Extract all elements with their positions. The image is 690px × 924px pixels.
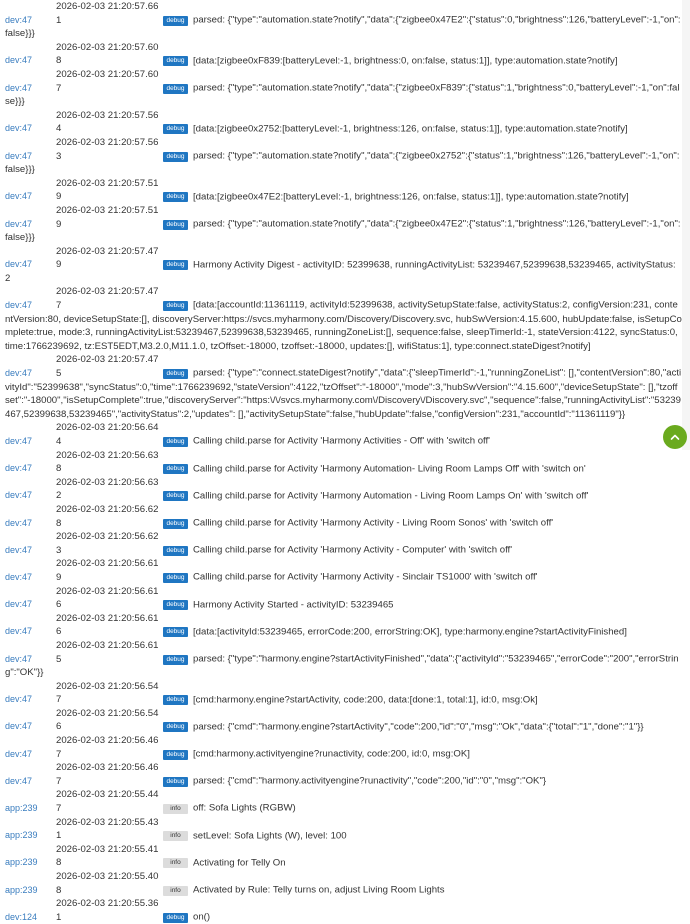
- scrollbar-track[interactable]: [682, 0, 690, 450]
- log-timestamp: 2026-02-03 21:20:56.623: [56, 531, 159, 556]
- log-message: parsed: {"cmd":"harmony.activityengine?runactivity","code":200,"id":"0","msg":"OK"}: [193, 775, 547, 787]
- log-message: [data:[zigbee0xF839:[batteryLevel:-1, brightness:0, on:false, status:1]], type:automation.state?notify]: [193, 55, 618, 67]
- log-row: [0, 707, 682, 734]
- log-level-badge: debug: [163, 192, 188, 202]
- log-level-badge: debug: [163, 464, 188, 474]
- log-timestamp: 2026-02-03 21:20:57.519: [56, 177, 159, 203]
- log-timestamp: 2026-02-03 21:20:57.608: [56, 41, 159, 67]
- log-level-badge: info: [163, 804, 188, 814]
- log-level-badge: debug: [163, 695, 188, 705]
- log-message: Activating for Telly On: [193, 857, 286, 869]
- log-row: [0, 503, 682, 530]
- log-timestamp: 2026-02-03 21:20:57.607: [56, 68, 159, 94]
- log-level-badge: debug: [163, 56, 188, 66]
- log-message: parsed: {"type":"automation.state?notify","data":{"zigbee0x47E2":{"status":0,"brightness":126,"batteryLevel":-1,"on":false}}}: [5, 14, 681, 40]
- log-level-badge: debug: [163, 220, 188, 230]
- log-message: on(): [193, 911, 211, 923]
- log-row: [0, 557, 682, 584]
- log-message: Calling child.parse for Activity 'Harmony Activity - Living Room Sonos' with 'switch off': [193, 517, 554, 529]
- log-level-badge: debug: [163, 16, 188, 26]
- log-timestamp: 2026-02-03 21:20:56.467: [56, 735, 159, 760]
- log-timestamp: 2026-02-03 21:20:56.546: [56, 707, 159, 733]
- log-source-link[interactable]: dev:47: [5, 123, 33, 134]
- log-timestamp: 2026-02-03 21:20:56.616: [56, 612, 159, 638]
- log-timestamp: 2026-02-03 21:20:57.475: [56, 354, 159, 380]
- chevron-up-icon: [669, 431, 681, 443]
- log-message: setLevel: Sofa Lights (W), level: 100: [193, 830, 347, 842]
- log-message: [cmd:harmony.activityengine?runactivity, code:200, id:0, msg:OK]: [193, 748, 470, 760]
- log-row: [0, 639, 682, 680]
- log-message: parsed: {"type":"automation.state?notify","data":{"zigbee0x2752":{"status":1,"brightness":126,"batteryLevel":-1,"on":false}}}: [5, 150, 680, 176]
- log-level-badge: debug: [163, 519, 188, 529]
- log-source-link[interactable]: dev:47: [5, 653, 33, 664]
- log-level-badge: debug: [163, 777, 188, 787]
- log-timestamp: 2026-02-03 21:20:56.467: [56, 762, 159, 787]
- log-row: [0, 585, 682, 612]
- log-level-badge: info: [163, 831, 188, 841]
- log-message: off: Sofa Lights (RGBW): [193, 803, 296, 815]
- log-source-link[interactable]: dev:47: [5, 150, 33, 161]
- log-source-link[interactable]: dev:47: [5, 14, 33, 25]
- log-message: Activated by Rule: Telly turns on, adjust Living Room Lights: [193, 884, 445, 896]
- log-source-link[interactable]: app:239: [5, 830, 38, 841]
- log-message: parsed: {"type":"connect.stateDigest?notify","data":{"sleepTimerId":-1,"runningZoneList": [],"contentVersion":80,"activityId":"52399638","syncStatus":0,"time":1766239692,"stateVersion":4122,"tzOffset":"-18000","mode":3,"hubSwVersion":"4.15.600","deviceSetupState": [],"tzoffset":"-18000","isSetupComplete":true,"discoveryServer":"https:\/\/svcs.myharmony.com\/Discovery\/Discovery.svc","sequence":false,"runningActivityList":"53239467,52399638,53239465","activityStatus":2,"updates": [],"activitySetupState":false,"hubUpdate":false,"configVersion":231,"accountId":"11361119"}}: [5, 368, 682, 420]
- log-source-link[interactable]: dev:47: [5, 490, 33, 501]
- log-source-link[interactable]: dev:47: [5, 748, 33, 759]
- log-source-link[interactable]: dev:47: [5, 599, 33, 610]
- log-row: [0, 68, 682, 109]
- log-timestamp: 2026-02-03 21:20:57.479: [56, 245, 159, 271]
- log-level-badge: debug: [163, 546, 188, 556]
- log-timestamp: 2026-02-03 21:20:56.628: [56, 503, 159, 529]
- log-timestamp: 2026-02-03 21:20:55.408: [56, 871, 159, 896]
- log-source-link[interactable]: dev:47: [5, 191, 33, 202]
- log-message: Harmony Activity Started - activityID: 53239465: [193, 599, 394, 611]
- log-level-badge: debug: [163, 600, 188, 610]
- log-timestamp: 2026-02-03 21:20:57.563: [56, 136, 159, 162]
- log-level-badge: debug: [163, 750, 188, 760]
- log-message: [data:[zigbee0x47E2:[batteryLevel:-1, brightness:126, on:false, status:1]], type:automation.state?notify]: [193, 191, 629, 203]
- log-source-link[interactable]: app:239: [5, 884, 38, 895]
- log-row: [0, 761, 682, 788]
- log-message: [data:[zigbee0x2752:[batteryLevel:-1, brightness:126, on:false, status:1]], type:automation.state?notify]: [193, 123, 628, 135]
- log-row: [0, 41, 682, 68]
- log-source-link[interactable]: dev:47: [5, 300, 33, 311]
- log-row: [0, 476, 682, 503]
- log-row: [0, 136, 682, 177]
- log-row: [0, 204, 682, 245]
- log-message: Calling child.parse for Activity 'Harmony Activity - Sinclair TS1000' with 'switch off': [193, 571, 538, 583]
- log-message: parsed: {"type":"automation.state?notify","data":{"zigbee0xF839":{"status":1,"brightness":0,"batteryLevel":-1,"on":false}}}: [5, 82, 680, 108]
- log-row: [0, 449, 682, 476]
- log-level-badge: info: [163, 858, 188, 868]
- log-level-badge: debug: [163, 369, 188, 379]
- log-message: parsed: {"cmd":"harmony.engine?startActivity","code":200,"id":"0","msg":"Ok","data":{"total":"1","done":"1"}}: [193, 721, 644, 733]
- log-level-badge: info: [163, 886, 188, 896]
- log-timestamp: 2026-02-03 21:20:56.547: [56, 680, 159, 706]
- log-level-badge: debug: [163, 84, 188, 94]
- log-row: [0, 816, 682, 843]
- log-level-badge: debug: [163, 152, 188, 162]
- log-message: Calling child.parse for Activity 'Harmony Activities - Off' with 'switch off': [193, 436, 491, 447]
- log-timestamp: 2026-02-03 21:20:55.361: [56, 898, 159, 923]
- log-source-link[interactable]: dev:47: [5, 436, 33, 446]
- log-timestamp: 2026-02-03 21:20:56.616: [56, 585, 159, 611]
- log-row: [0, 612, 682, 639]
- log-timestamp: 2026-02-03 21:20:56.632: [56, 476, 159, 502]
- log-message: [data:[activityId:53239465, errorCode:200, errorString:OK], type:harmony.engine?startActivityFinished]: [193, 626, 627, 638]
- log-row: [0, 680, 682, 707]
- log-row: [0, 245, 682, 286]
- log-timestamp: 2026-02-03 21:20:56.615: [56, 639, 159, 665]
- log-source-link[interactable]: dev:47: [5, 571, 33, 582]
- log-level-badge: debug: [163, 124, 188, 134]
- log-source-link[interactable]: dev:47: [5, 721, 33, 732]
- log-timestamp: 2026-02-03 21:20:57.564: [56, 109, 159, 135]
- log-timestamp: 2026-02-03 21:20:55.447: [56, 789, 159, 815]
- log-source-link[interactable]: dev:47: [5, 55, 33, 66]
- log-source-link[interactable]: app:239: [5, 803, 38, 814]
- log-level-badge: debug: [163, 722, 188, 732]
- log-level-badge: debug: [163, 627, 188, 637]
- log-row: [0, 285, 682, 353]
- log-level-badge: debug: [163, 301, 188, 311]
- log-source-link[interactable]: dev:47: [5, 368, 33, 379]
- log-timestamp: 2026-02-03 21:20:56.619: [56, 558, 159, 583]
- log-source-link[interactable]: dev:47: [5, 626, 33, 637]
- log-source-link[interactable]: dev:47: [5, 694, 33, 705]
- log-level-badge: debug: [163, 573, 188, 583]
- log-row: [0, 788, 682, 815]
- log-level-badge: debug: [163, 913, 188, 923]
- log-row: [0, 0, 682, 41]
- log-timestamp: 2026-02-03 21:20:57.519: [56, 204, 159, 230]
- log-row: [0, 734, 682, 761]
- log-timestamp: 2026-02-03 21:20:55.431: [56, 816, 159, 842]
- log-row: [0, 897, 682, 924]
- log-message: parsed: {"type":"automation.state?notify","data":{"zigbee0x47E2":{"status":1,"brightness":126,"batteryLevel":-1,"on":false}}}: [5, 218, 681, 244]
- log-row: [0, 530, 682, 557]
- log-source-link[interactable]: dev:47: [5, 259, 33, 270]
- log-level-badge: debug: [163, 437, 188, 447]
- log-message: [cmd:harmony.engine?startActivity, code:200, data:[done:1, total:1], id:0, msg:Ok]: [193, 694, 538, 706]
- log-timestamp: 2026-02-03 21:20:57.477: [56, 286, 159, 312]
- log-source-link[interactable]: dev:47: [5, 218, 33, 229]
- log-level-badge: debug: [163, 655, 188, 665]
- log-level-badge: debug: [163, 491, 188, 501]
- log-level-badge: debug: [163, 260, 188, 270]
- log-timestamp: 2026-02-03 21:20:55.418: [56, 843, 159, 869]
- log-source-link[interactable]: app:239: [5, 857, 38, 868]
- log-row: [0, 870, 682, 897]
- log-row: [0, 109, 682, 136]
- log-message: Calling child.parse for Activity 'Harmony Activity - Computer' with 'switch off': [193, 544, 513, 556]
- log-timestamp: 2026-02-03 21:20:56.644: [56, 422, 159, 447]
- scroll-to-top-button[interactable]: [663, 425, 687, 449]
- log-timestamp: 2026-02-03 21:20:57.661: [56, 1, 159, 26]
- log-source-link[interactable]: dev:47: [5, 517, 33, 528]
- log-source-link[interactable]: dev:47: [5, 82, 33, 93]
- log-message: [data:[accountId:11361119, activityId:52399638, activitySetupState:false, activityStatus:2, configVersion:231, contentVersion:80, deviceSetupState:[], discoveryServer:https://svcs.myharmony.com/Discovery/Discovery.svc, hubSwVersion:4.15.600, hubUpdate:false, isSetupComplete:true, mode:3, runningActivityList:53239467,52399638,53239465, runningZoneList:[], sequence:false, sleepTimerId:-1, stateVersion:4122, syncStatus:0, time:1766239692, tz:EST5EDT,M3.2.0,M11.1.0, tzOffset:-18000, tzoffset:-18000, updates:[], wifiStatus:1], type:connect.stateDigest?notify]: [5, 300, 682, 352]
- log-source-link[interactable]: dev:124: [5, 911, 38, 922]
- log-timestamp: 2026-02-03 21:20:56.638: [56, 449, 159, 475]
- log-source-link[interactable]: dev:47: [5, 775, 33, 786]
- log-row: [0, 421, 682, 448]
- log-source-link[interactable]: dev:47: [5, 544, 33, 555]
- log-message: Harmony Activity Digest - activityID: 52399638, runningActivityList: 53239467,52399638,53239465, activityStatus: 2: [5, 259, 676, 284]
- log-message: Calling child.parse for Activity 'Harmony Automation - Living Room Lamps On' with 'switch off': [193, 490, 589, 502]
- log-message: Calling child.parse for Activity 'Harmony Automation- Living Room Lamps Off' with 'switch on': [193, 463, 586, 475]
- log-message: parsed: {"type":"harmony.engine?startActivityFinished","data":{"activityId":"53239465","errorCode":"200","errorString":"OK"}}: [5, 653, 679, 679]
- log-source-link[interactable]: dev:47: [5, 463, 33, 474]
- log-row: [0, 177, 682, 204]
- log-row: [0, 843, 682, 870]
- log-row: [0, 353, 682, 421]
